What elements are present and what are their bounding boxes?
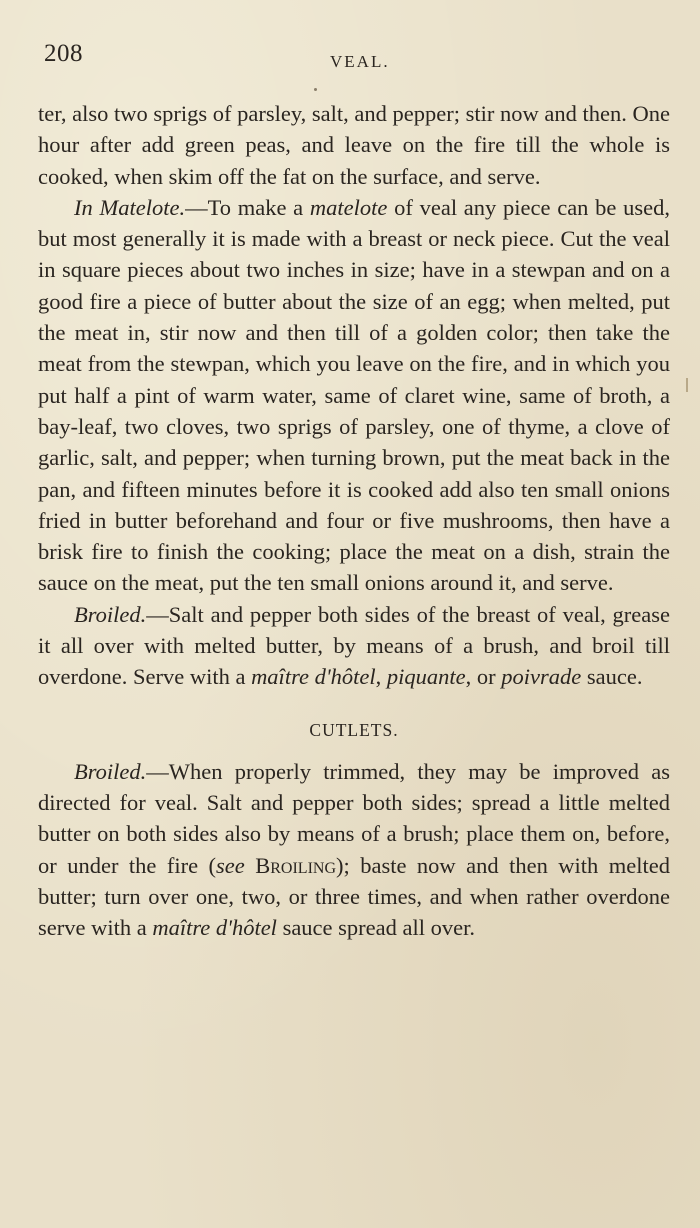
cross-reference-target: Broiling <box>255 852 337 878</box>
paragraph-matelote <box>38 192 670 599</box>
paragraph-text: , or <box>465 664 502 690</box>
cross-reference-see: see <box>216 852 245 878</box>
paragraph-text: —Salt and pepper both sides of the breast of veal, grease it all over with melted butter, by means of a brush, and broil till overdone. Serve with a <box>38 601 670 690</box>
punctuation: , <box>375 664 387 690</box>
body-text <box>38 98 670 943</box>
paragraph-text: ter, also two sprigs of parsley, salt, and pepper; stir now and then. One hour after add green peas, and leave on the fire till the whole is cooked, when skim off the fat on the surface, and serve. <box>38 101 670 189</box>
italic-term: matelote <box>309 194 388 220</box>
paragraph-broiled-veal <box>38 599 670 693</box>
paragraph-text: sauce. <box>581 664 643 690</box>
paragraph-label: In Matelote. <box>74 194 186 220</box>
ink-speck <box>314 88 317 91</box>
section-heading: CUTLETS. <box>309 719 399 740</box>
paragraph-broiled-cutlets <box>38 756 670 944</box>
sauce-name: maître d'hôtel <box>152 915 277 941</box>
paragraph-label: Broiled. <box>74 601 147 627</box>
sauce-name: poivrade <box>501 664 582 690</box>
sauce-name: maître d'hôtel <box>251 664 376 690</box>
sauce-name: piquante <box>386 664 466 690</box>
paragraph-text: ); baste now and then with melted butter; turn over one, two, or three times, and when rather overdone serve with a <box>38 852 670 941</box>
paragraph-text: —To make a <box>185 194 310 220</box>
punctuation <box>245 853 255 878</box>
paragraph-text: sauce spread all over. <box>276 915 475 941</box>
paragraph-continuation <box>38 98 670 192</box>
paragraph-label: Broiled. <box>74 758 147 784</box>
running-head: VEAL. <box>330 52 390 71</box>
page-number: 208 <box>44 40 83 67</box>
paragraph-text: of veal any piece can be used, but most generally it is made with a breast or neck piece. Cut the veal in square pieces about two inches in size; have in a stewpan and on a good fire a piece of butter about the size of an egg; when melted, put the meat in, stir now and then till of a golden color; then take the meat from the stewpan, which you leave on the fire, and in which you put half a pint of warm water, same of claret wine, same of broth, a bay-leaf, two cloves, two sprigs of parsley, one of thyme, a clove of garlic, salt, and pepper; when turning brown, put the meat back in the pan, and fifteen minutes before it is cooked add also ten small onions fried in butter beforehand and four or five mushrooms, then have a brisk fire to finish the cooking; place the meat on a dish, strain the sauce on the meat, put the ten small onions around it, and serve. <box>38 194 670 596</box>
paragraph-text: —When properly trimmed, they may be improved as directed for veal. Salt and pepper both sides; spread a little melted butter on both sides also by means of a brush; place them on, before, or under the fire ( <box>38 758 670 878</box>
page-edge-mark <box>686 378 688 392</box>
